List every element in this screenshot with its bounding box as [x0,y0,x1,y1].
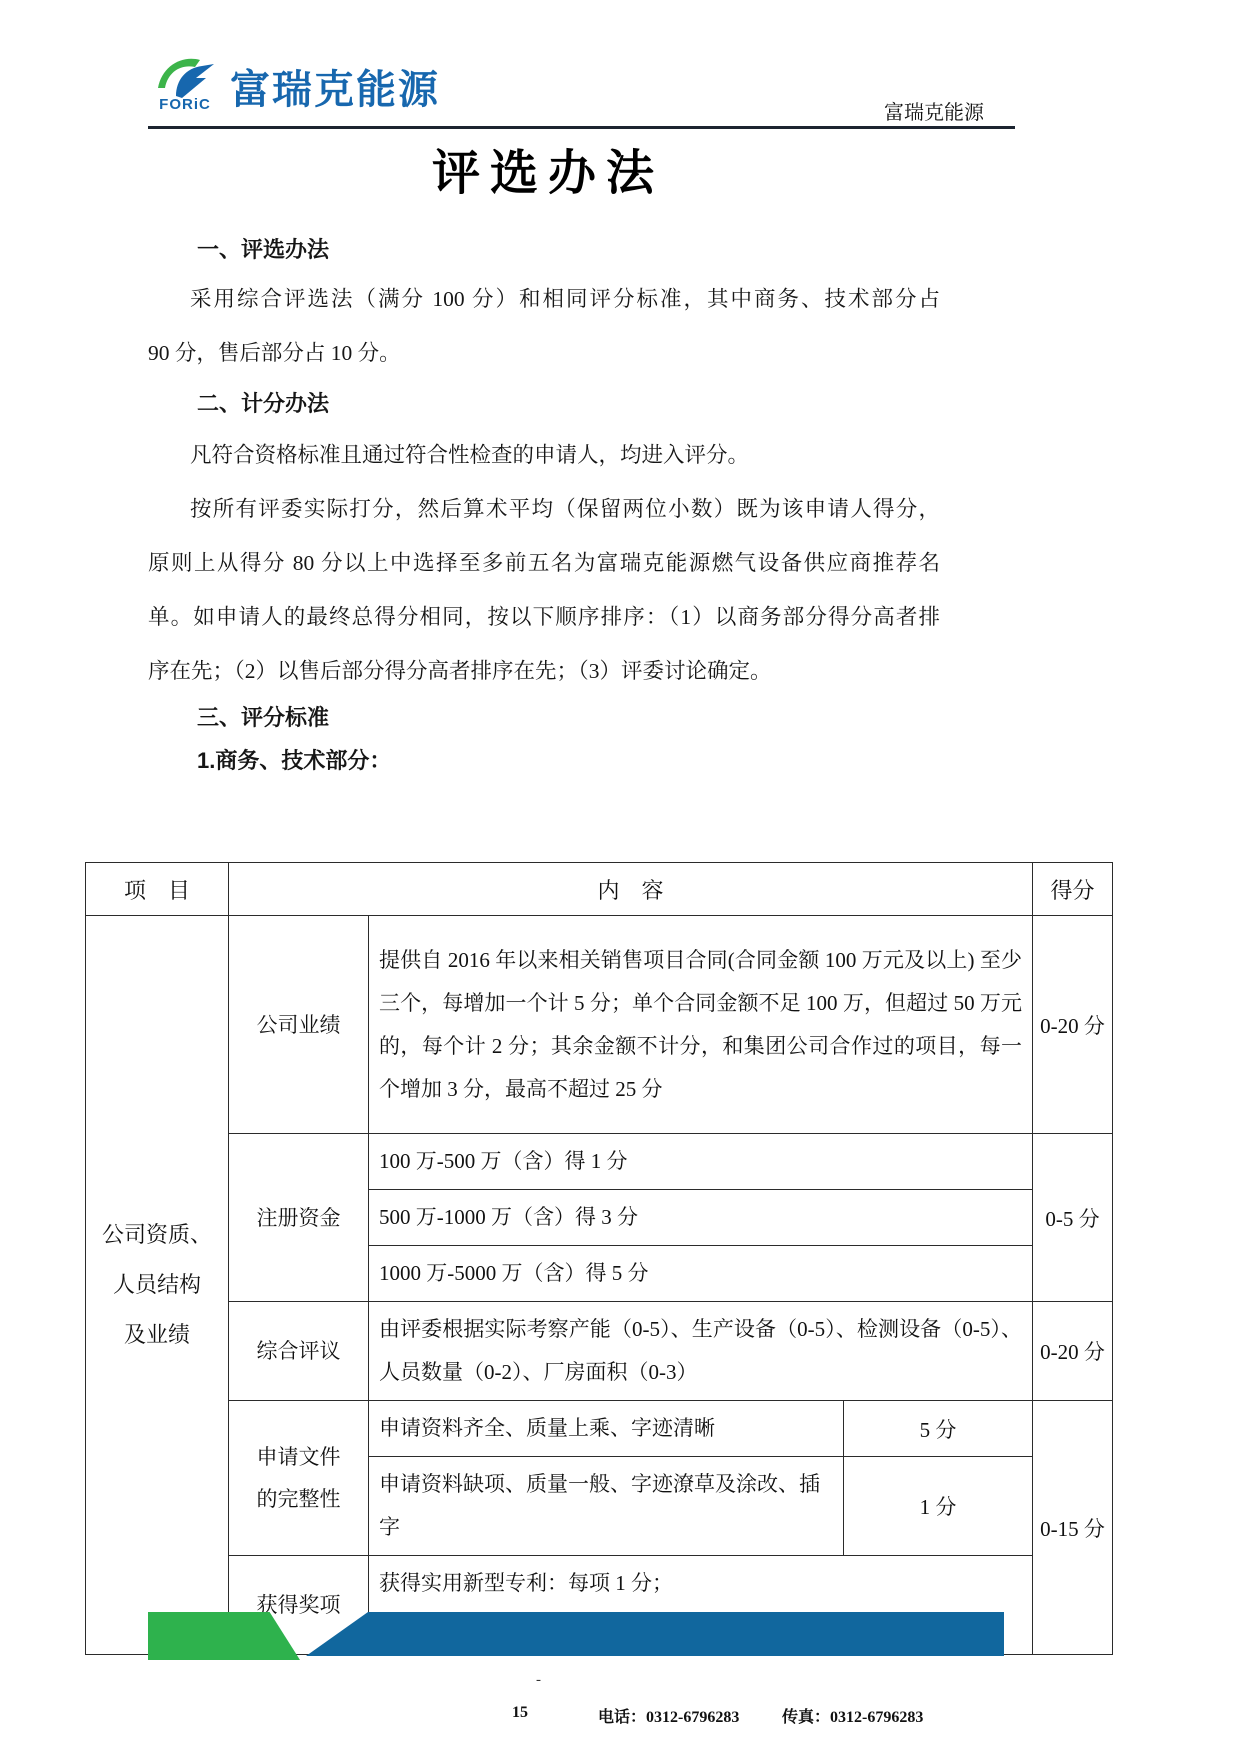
capital-item-2: 500 万-1000 万（含）得 3 分 [369,1190,1033,1246]
row-label-capital: 注册资金 [229,1134,369,1302]
row-label-performance: 公司业绩 [229,916,369,1134]
table-row [86,916,1113,1134]
table-row [86,1401,1113,1457]
paragraph-1-line-2: 90 分，售后部分占 10 分。 [148,341,401,365]
table-row [86,1134,1113,1190]
logo-mark-wrap [150,52,220,113]
section-heading-1: 一、评选办法 [197,237,330,262]
capital-item-3: 1000 万-5000 万（含）得 5 分 [369,1246,1033,1302]
documents-item-1-score: 5 分 [844,1401,1033,1457]
footer-blue-bar [306,1612,1004,1656]
table-header-row [86,863,1113,916]
header-score: 得分 [1033,863,1113,916]
body-text [148,228,940,784]
category-line: 及业绩 [123,1322,190,1347]
documents-item-2: 申请资料缺项、质量一般、字迹潦草及涂改、插字 [369,1457,844,1556]
foric-logo-mark-icon [150,52,220,100]
company-logo [150,52,440,115]
subsection-heading-business-technical: 1.商务、技术部分： [197,748,392,773]
row-label-awards: 获得奖项 [229,1556,369,1655]
table-row [86,1302,1113,1401]
logo-foric-text: FORiC [159,96,211,113]
scoring-table [85,862,1113,1655]
review-score: 0-20 分 [1033,1302,1113,1401]
capital-item-1: 100 万-500 万（含）得 1 分 [369,1134,1033,1190]
row-label-review: 综合评议 [229,1302,369,1401]
paragraph-2-line-1: 凡符合资格标准且通过符合性检查的申请人，均进入评分。 [190,443,750,467]
paragraph-3-line-3: 单。如申请人的最终总得分相同，按以下顺序排序：（1）以商务部分得分高者排 [148,605,940,629]
footer-dash: - [536,1672,541,1688]
header-rule-line [148,126,1015,129]
header-content: 内 容 [229,863,1033,916]
paragraph-3-line-1: 按所有评委实际打分，然后算术平均（保留两位小数）既为该申请人得分， [190,497,940,521]
performance-score: 0-20 分 [1033,916,1113,1134]
documents-item-1: 申请资料齐全、质量上乘、字迹清晰 [369,1401,844,1457]
paragraph-1-line-1: 采用综合评选法（满分 100 分）和相同评分标准，其中商务、技术部分占 [190,287,940,311]
documents-item-2-score: 1 分 [844,1457,1033,1556]
awards-line-1: 获得实用新型专利：每项 1 分； [379,1571,673,1595]
category-line: 人员结构 [112,1272,201,1297]
logo-brand-text: 富瑞克能源 [230,68,440,112]
category-line: 公司资质、 [101,1222,212,1247]
category-cell [86,916,229,1655]
section-heading-3: 三、评分标准 [197,705,330,730]
review-content: 由评委根据实际考察产能（0-5）、生产设备（0-5）、检测设备（0-5）、人员数量（0-2）、厂房面积（0-3） [369,1302,1033,1401]
documents-awards-score: 0-15 分 [1033,1401,1113,1655]
capital-score: 0-5 分 [1033,1134,1113,1302]
page-number: 15 [512,1704,528,1721]
performance-content: 提供自 2016 年以来相关销售项目合同(合同金额 100 万元及以上) 至少三个，每增加一个计 5 分；单个合同金额不足 100 万，但超过 50 万元的，每个计 2 分；其余金额不计分，和集团公司合作过的项目，每一个增加 3 分，最高不超过 25 分 [369,916,1033,1134]
footer-phone: 电话：0312-6796283 [598,1709,740,1726]
section-heading-2: 二、计分办法 [197,391,330,416]
paragraph-3-line-4: 序在先；（2）以售后部分得分高者排序在先；（3）评委讨论确定。 [148,659,772,683]
row-label-documents: 申请文件的完整性 [229,1401,369,1556]
header-company-name: 富瑞克能源 [884,102,984,124]
footer-fax: 传真：0312-6796283 [782,1709,924,1726]
header-item: 项 目 [86,863,229,916]
page-title: 评选办法 [431,147,664,200]
paragraph-3-line-2: 原则上从得分 80 分以上中选择至多前五名为富瑞克能源燃气设备供应商推荐名 [148,551,940,575]
